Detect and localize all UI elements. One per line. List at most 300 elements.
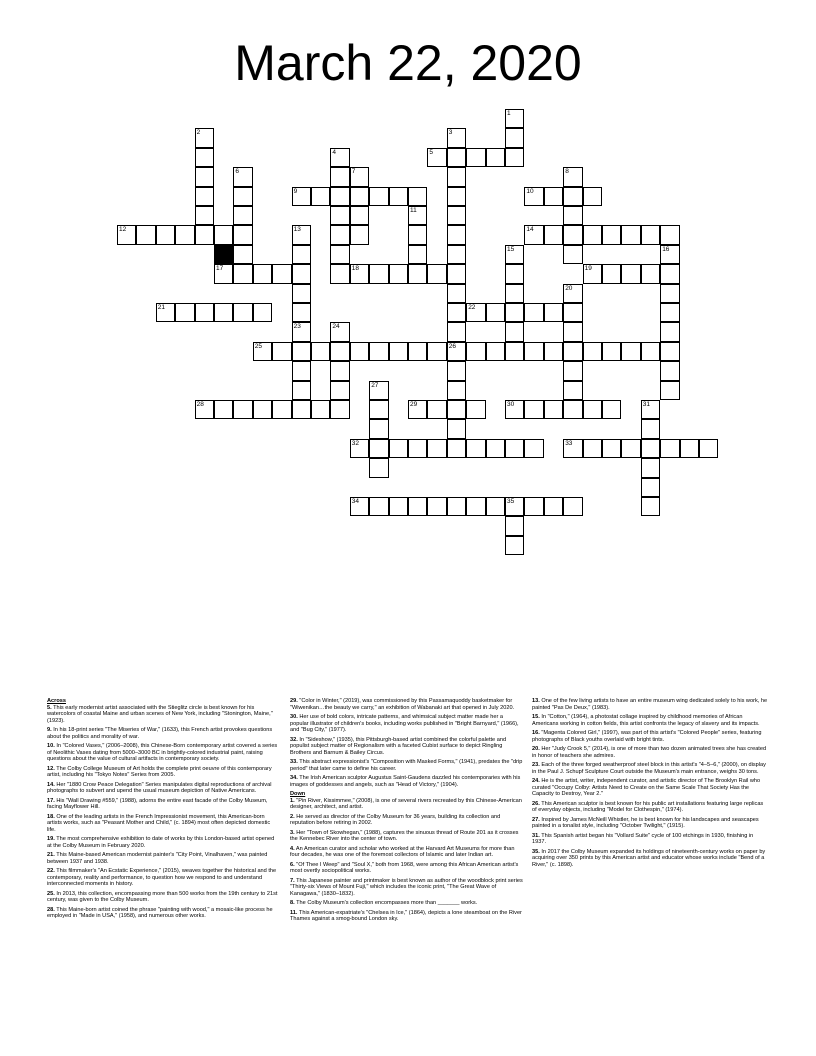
grid-cell[interactable] [486,342,505,361]
grid-cell[interactable] [311,187,330,206]
grid-cell[interactable] [330,361,349,380]
grid-cell[interactable] [641,439,660,458]
grid-cell[interactable] [292,245,311,264]
grid-cell[interactable] [447,303,466,322]
clue-number: 20. [532,746,540,752]
grid-cell[interactable] [195,167,214,186]
grid-cell[interactable] [408,225,427,244]
clue-number-label: 25 [254,342,263,350]
grid-cell[interactable] [544,225,563,244]
clue-text: In "Cotton," (1964), a photostat collage inspired by childhood memories of African Americans working in cotton fields, this artist confronts the legacy of slavery and its impacts. [532,714,760,727]
grid-cell[interactable] [292,381,311,400]
grid-cell[interactable] [447,342,466,361]
grid-cell[interactable] [233,264,252,283]
grid-cell[interactable] [486,148,505,167]
grid-cell[interactable] [660,439,679,458]
across-clue [290,759,523,772]
grid-cell[interactable] [505,245,524,264]
grid-cell[interactable] [447,206,466,225]
clue-number: 7. [290,877,295,884]
clue-column-3 [532,698,768,871]
grid-cell[interactable] [602,400,621,419]
grid-cell[interactable] [505,400,524,419]
clue-number-label: 21 [157,304,166,311]
grid-cell[interactable] [427,148,446,167]
grid-cell[interactable] [641,225,660,244]
grid-cell[interactable] [583,342,602,361]
grid-cell[interactable] [660,264,679,283]
clue-number-label: 35 [507,498,515,505]
grid-cell[interactable] [253,342,272,361]
grid-cell[interactable] [447,419,466,438]
grid-cell[interactable] [524,497,543,516]
clue-number: 32. [290,736,298,743]
down-clue [290,846,523,859]
grid-cell[interactable] [292,342,311,361]
grid-cell[interactable] [563,187,582,206]
grid-cell[interactable] [156,225,175,244]
clue-text: Each of the three forged weatherproof steel block in this artist's "4–5–6," (2000), on display in the Paul J. Schupf Sculpture Court outside the Museum's main entrance, weighs 30 tons. [532,762,766,775]
grid-cell[interactable] [505,148,524,167]
grid-cell[interactable] [369,419,388,438]
grid-cell[interactable] [427,439,446,458]
grid-cell[interactable] [641,458,660,477]
grid-cell[interactable] [505,284,524,303]
clue-number-label: 30 [507,401,515,408]
grid-cell[interactable] [486,497,505,516]
clue-text: This Maine-based American modernist painter's "City Point, Vinalhaven," was painted between 1937 and 1938. [47,852,268,865]
clue-text: In 2013, this collection, encompassing more than 500 works from the 19th century to 21st century, was given to the Colby Museum. [47,890,278,903]
grid-cell[interactable] [505,439,524,458]
grid-cell[interactable] [272,400,291,419]
clue-number: 22. [47,868,55,874]
grid-cell[interactable] [175,225,194,244]
grid-cell[interactable] [621,342,640,361]
grid-cell[interactable] [544,400,563,419]
across-clue [47,798,280,811]
grid-cell[interactable] [602,439,621,458]
grid-cell[interactable] [563,400,582,419]
across-clue [47,743,280,763]
grid-cell[interactable] [369,458,388,477]
grid-cell[interactable] [292,361,311,380]
grid-cell[interactable] [505,109,524,128]
grid-cell[interactable] [311,400,330,419]
grid-cell[interactable] [524,439,543,458]
clue-text: One of the leading artists in the French Impressionist movement, this American-born artists works, such as "Peasant Mother and Child," (c. 1894) most often depicted domestic life. [47,813,271,833]
grid-cell[interactable] [583,225,602,244]
grid-cell[interactable] [136,225,155,244]
across-clue [47,814,280,834]
clue-number-label: 24 [332,323,340,331]
clue-number-label: 28 [196,401,204,408]
grid-cell[interactable] [350,187,369,206]
grid-cell[interactable] [408,245,427,264]
grid-cell[interactable] [408,497,427,516]
clue-number: 3. [290,829,295,836]
clue-list [47,698,775,1038]
clue-number: 9. [47,727,52,733]
grid-cell[interactable] [117,225,136,244]
clue-text: Her "Judy Crook 5," (2014), is one of more than two dozen animated trees she has created in honor of teachers she admires. [532,746,767,759]
clue-text: This American sculptor is best known for his public art installations featuring large replicas of everyday objects, including "Model for Clothespin," (1974). [532,800,764,813]
grid-cell[interactable] [408,187,427,206]
grid-cell[interactable] [641,497,660,516]
grid-cell[interactable] [195,303,214,322]
grid-cell[interactable] [660,245,679,264]
grid-cell[interactable] [563,303,582,322]
grid-cell[interactable] [602,264,621,283]
grid-cell[interactable] [563,439,582,458]
clue-text: The Colby Museum's collection encompasses more than _______ works. [296,900,478,906]
across-clue [47,891,280,904]
grid-cell[interactable] [427,497,446,516]
grid-cell[interactable] [466,400,485,419]
grid-cell[interactable] [233,187,252,206]
grid-cell[interactable] [505,536,524,555]
clue-number: 23. [532,762,540,768]
clue-number: 33. [290,759,298,765]
down-clue [532,762,768,775]
clue-number: 5. [47,704,52,711]
grid-cell[interactable] [447,245,466,264]
grid-cell[interactable] [389,342,408,361]
across-clue [47,705,280,725]
grid-cell[interactable] [369,400,388,419]
grid-cell[interactable] [427,400,446,419]
grid-cell[interactable] [486,303,505,322]
grid-cell[interactable] [563,206,582,225]
grid-cell[interactable] [330,245,349,264]
clue-text: The most comprehensive exhibition to date of works by this London-based artist opened at the Colby Museum in February 2020. [47,836,275,849]
clue-number-label: 1 [507,110,511,117]
down-clue [290,814,523,827]
grid-cell[interactable] [233,167,252,186]
clue-number: 24. [532,778,540,784]
clue-number-label: 33 [565,439,573,447]
clue-number-label: 8 [565,168,569,176]
grid-cell[interactable] [447,187,466,206]
grid-cell[interactable] [233,206,252,225]
down-clue [532,698,768,711]
grid-cell[interactable] [563,167,582,186]
grid-cell[interactable] [505,342,524,361]
grid-cell[interactable] [214,225,233,244]
clue-number-label: 3 [448,129,453,137]
grid-cell[interactable] [621,225,640,244]
down-clue [290,862,523,875]
grid-cell[interactable] [408,206,427,225]
grid-cell[interactable] [583,264,602,283]
grid-cell[interactable] [447,284,466,303]
clue-text: Her "1880 Crow Peace Delegation" Series manipulates digital reproductions of archival photographs to subvert and upend the usual museum depiction of Native Americans. [47,781,272,794]
grid-cell[interactable] [660,342,679,361]
clue-number: 14. [47,781,55,788]
clue-text: Her use of bold colors, intricate patterns, and whimsical subject matter made her a popular illustrator of children's books, including works published in "Bright Barnyard," (1966), and "Bug City," (1977). [290,714,519,733]
grid-cell[interactable] [195,128,214,147]
grid-cell[interactable] [447,322,466,341]
grid-cell[interactable] [544,187,563,206]
grid-cell[interactable] [427,342,446,361]
grid-cell[interactable] [408,439,427,458]
grid-cell[interactable] [563,361,582,380]
grid-cell[interactable] [447,167,466,186]
grid-cell[interactable] [447,400,466,419]
grid-cell[interactable] [524,187,543,206]
grid-cell[interactable] [292,187,311,206]
grid-cell[interactable] [563,322,582,341]
grid-cell[interactable] [156,303,175,322]
down-clue [290,798,523,811]
clue-number-label: 15 [507,245,515,253]
across-clue [47,727,280,740]
grid-cell[interactable] [524,303,543,322]
down-clue [532,849,768,869]
clue-number: 8. [290,900,295,906]
grid-cell[interactable] [195,225,214,244]
grid-cell[interactable] [195,148,214,167]
grid-cell[interactable] [505,128,524,147]
clue-number: 27. [532,816,540,823]
grid-cell[interactable] [466,148,485,167]
grid-cell[interactable] [427,264,446,283]
grid-cell[interactable] [583,400,602,419]
down-clue [532,730,768,743]
grid-cell[interactable] [311,342,330,361]
grid-cell[interactable] [447,497,466,516]
grid-cell[interactable] [350,439,369,458]
grid-cell[interactable] [505,303,524,322]
clue-number-label: 5 [429,148,434,156]
grid-cell[interactable] [505,516,524,535]
grid-cell[interactable] [641,419,660,438]
clue-number: 35. [532,848,540,855]
grid-cell[interactable] [350,342,369,361]
clue-number-label: 17 [216,265,224,273]
down-clue [532,801,768,814]
clue-number-label: 4 [332,148,337,156]
grid-cell[interactable] [330,148,349,167]
clue-text: This Japanese painter and printmaker is best known as author of the woodblock print series "Thirty-six Views of Mount Fuji," which includes the iconic print, "The Great Wave of Kanagawa," (1830–1832). [290,877,523,897]
clue-text: In "Sideshow," (1935), this Pittsburgh-based artist combined the colorful palette and populist subject matter of Regionalism with a faceted Cubist surface to depict Ringling Brothers and Barnum & Bailey Circus. [290,736,507,756]
grid-cell[interactable] [641,264,660,283]
grid-cell[interactable] [447,381,466,400]
grid-cell[interactable] [330,322,349,341]
grid-cell[interactable] [389,497,408,516]
grid-cell[interactable] [330,187,349,206]
grid-cell[interactable] [350,264,369,283]
grid-cell[interactable] [408,400,427,419]
grid-cell[interactable] [544,342,563,361]
clue-number-label: 18 [351,265,360,273]
clue-number: 11. [290,909,298,916]
grid-cell[interactable] [214,400,233,419]
grid-cell[interactable] [621,439,640,458]
grid-cell[interactable] [214,303,233,322]
clue-number-label: 14 [526,226,534,234]
grid-cell[interactable] [505,264,524,283]
grid-cell[interactable] [524,225,543,244]
across-clue [290,714,523,734]
grid-cell[interactable] [195,400,214,419]
grid-cell[interactable] [563,245,582,264]
clue-number-label: 32 [351,439,360,447]
grid-cell[interactable] [602,225,621,244]
grid-cell[interactable] [330,225,349,244]
down-clue [290,900,523,907]
down-clue [290,878,523,898]
grid-cell[interactable] [660,381,679,400]
clue-text: In "Colored Vases," (2006–2008), this Chinese-Born contemporary artist covered a series of Neolithic Vases dating from 5000–3000 BC in brightly-colored industrial paint, raising questions about the value of cultural artifacts in contemporary society. [47,743,278,762]
grid-block-cell [214,245,233,264]
grid-cell[interactable] [447,264,466,283]
clue-number-label: 26 [448,342,457,350]
clue-text: This Spanish artist began his "Vollard Suite" cycle of 100 etchings in 1930, finishing in 1937. [532,832,754,845]
grid-cell[interactable] [660,303,679,322]
grid-cell[interactable] [272,264,291,283]
clue-text: "Pin River, Kissimmee," (2008), is one of several rivers recreated by this Chinese-American designer, architect, and artist. [290,797,522,810]
clue-number-label: 11 [410,207,417,214]
grid-cell[interactable] [563,225,582,244]
grid-cell[interactable] [505,497,524,516]
grid-cell[interactable] [330,206,349,225]
grid-cell[interactable] [350,206,369,225]
grid-cell[interactable] [369,342,388,361]
grid-cell[interactable] [583,439,602,458]
grid-cell[interactable] [330,342,349,361]
grid-cell[interactable] [641,342,660,361]
across-clue [47,868,280,888]
grid-cell[interactable] [195,187,214,206]
grid-cell[interactable] [641,400,660,419]
grid-cell[interactable] [369,497,388,516]
grid-cell[interactable] [292,284,311,303]
grid-cell[interactable] [486,439,505,458]
grid-cell[interactable] [233,303,252,322]
grid-cell[interactable] [272,342,291,361]
clue-number: 12. [47,765,55,772]
grid-cell[interactable] [233,245,252,264]
clue-number: 1. [290,797,295,804]
grid-cell[interactable] [466,342,485,361]
clue-text: The Irish American sculptor Augustus Saint-Gaudens dazzled his contemporaries with his images of goddesses and angels, such as "Head of Victory," (1904). [290,775,521,788]
grid-cell[interactable] [524,342,543,361]
grid-cell[interactable] [369,381,388,400]
grid-cell[interactable] [292,303,311,322]
grid-cell[interactable] [389,439,408,458]
clue-text: He served as director of the Colby Museum for 36 years, building its collection and reputation before retiring in 2002. [290,813,501,826]
grid-cell[interactable] [524,400,543,419]
clue-number: 4. [290,845,295,852]
grid-cell[interactable] [466,303,485,322]
across-clue [290,737,523,757]
grid-cell[interactable] [369,264,388,283]
clue-number-label: 27 [371,381,379,389]
grid-cell[interactable] [253,303,272,322]
grid-cell[interactable] [369,439,388,458]
grid-cell[interactable] [447,225,466,244]
grid-cell[interactable] [699,439,718,458]
clue-number-label: 7 [351,168,356,176]
grid-cell[interactable] [563,284,582,303]
clue-number: 18. [47,813,55,820]
grid-cell[interactable] [253,400,272,419]
grid-cell[interactable] [350,497,369,516]
grid-cell[interactable] [350,167,369,186]
grid-cell[interactable] [563,381,582,400]
clue-number-label: 19 [584,265,592,273]
grid-cell[interactable] [447,128,466,147]
clue-number-label: 12 [119,226,127,234]
grid-cell[interactable] [389,264,408,283]
grid-cell[interactable] [292,322,311,341]
grid-cell[interactable] [563,497,582,516]
clue-number-label: 31 [642,401,651,408]
grid-cell[interactable] [583,187,602,206]
grid-cell[interactable] [408,342,427,361]
grid-cell[interactable] [466,497,485,516]
clue-number-label: 2 [196,129,201,137]
grid-cell[interactable] [621,264,640,283]
clue-number-label: 13 [293,226,301,234]
grid-cell[interactable] [641,478,660,497]
clue-number-label: 34 [351,498,360,505]
clue-text: He is the artist, writer, independent curator, and artistic director of The Brooklyn Rail who curated "Occupy Colby: Artists Need to Create on the Same Scale That Society Has the Capacity to Destroy, Year 2." [532,778,761,797]
grid-cell[interactable] [350,225,369,244]
grid-cell[interactable] [660,284,679,303]
clue-number: 16. [532,730,540,736]
clue-number: 21. [47,852,55,858]
grid-cell[interactable] [330,167,349,186]
grid-cell[interactable] [602,342,621,361]
grid-cell[interactable] [214,264,233,283]
grid-cell[interactable] [505,322,524,341]
grid-cell[interactable] [369,187,388,206]
grid-cell[interactable] [253,264,272,283]
grid-cell[interactable] [292,400,311,419]
grid-cell[interactable] [292,225,311,244]
grid-cell[interactable] [233,225,252,244]
grid-cell[interactable] [660,225,679,244]
grid-cell[interactable] [544,497,563,516]
down-clue [532,817,768,830]
grid-cell[interactable] [680,439,699,458]
across-clue [47,836,280,849]
clue-number-label: 16 [662,245,670,253]
grid-cell[interactable] [175,303,194,322]
grid-cell[interactable] [330,400,349,419]
grid-cell[interactable] [292,264,311,283]
down-clue [532,778,768,798]
grid-cell[interactable] [660,322,679,341]
grid-cell[interactable] [330,381,349,400]
grid-cell[interactable] [389,187,408,206]
grid-cell[interactable] [660,361,679,380]
grid-cell[interactable] [330,264,349,283]
grid-cell[interactable] [195,206,214,225]
grid-cell[interactable] [233,400,252,419]
clue-text: His "Wall Drawing #559," (1988), adorns the entire east facade of the Colby Museum, facing Mayflower Hill. [47,797,268,810]
grid-cell[interactable] [466,439,485,458]
grid-cell[interactable] [447,361,466,380]
across-clue [290,698,523,711]
grid-cell[interactable] [563,342,582,361]
clue-text: Inspired by James McNeill Whistler, he is best known for his landscapes and seascapes painted in a tonalist style, including "October Twilight," (1915). [532,816,759,829]
grid-cell[interactable] [408,264,427,283]
grid-cell[interactable] [544,303,563,322]
grid-cell[interactable] [447,439,466,458]
grid-cell[interactable] [447,148,466,167]
